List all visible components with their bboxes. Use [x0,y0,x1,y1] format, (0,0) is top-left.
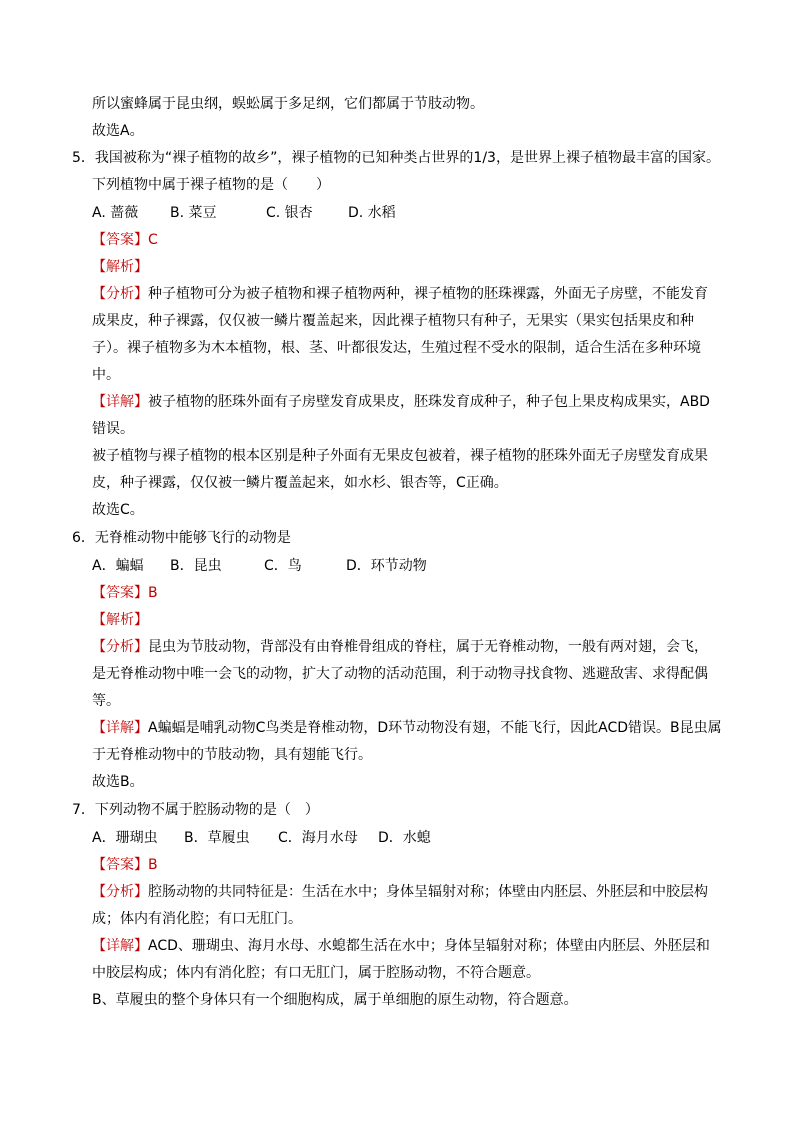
q5-analysis-line3: 子）。裸子植物多为木本植物，根、茎、叶都很发达，生殖过程不受水的限制，适合生活在多种环境 [92,340,701,356]
q5-detail-text: 被子植物的胚珠外面有子房壁发育成果皮，胚珠发育成种子，种子包上果皮构成果实，ABD [148,394,710,410]
q7-detail-line1 [92,936,710,956]
q5-analysis-text: 种子植物可分为被子植物和裸子植物两种，裸子植物的胚珠裸露，外面无子房壁，不能发育 [148,286,708,302]
q6-analysis-line2: 是无脊椎动物中唯一会飞的动物，扩大了动物的活动范围，利于动物寻找食物、逃避敌害、求得配偶 [92,666,708,682]
q6-detail-line2: 于无脊椎动物中的节肢动物，具有翅能飞行。 [92,747,372,763]
q6-detail-tag: 【详解】 [92,720,148,736]
q7-detail-text: ACD、珊瑚虫、海月水母、水螅都生活在水中；身体呈辐射对称；体壁由内胚层、外胚层和 [148,938,710,954]
q5-option-d: D. 水稻 [348,205,396,221]
q6-detail-line1 [92,718,722,738]
q7-answer-tag: 【答案】 [92,857,148,873]
q5-stem-line2: 下列植物中属于裸子植物的是（ ） [92,177,330,193]
q6-option-d: D．环节动物 [346,558,427,574]
q5-option-a: A. 蔷薇 [92,205,139,221]
q5-analysis-line1 [92,284,708,304]
q6-answer-value: B [148,585,158,601]
q5-detail-tag: 【详解】 [92,394,148,410]
q5-analysis-tag: 【分析】 [92,286,148,302]
q7-stem-text: 下列动物不属于腔肠动物的是（ ） [94,802,319,818]
q7-answer [92,855,158,875]
q7-detail-line2: 中胶层构成；体内有消化腔；有口无肛门，属于腔肠动物，不符合题意。 [92,965,540,981]
q7-analysis-line2: 成；体内有消化腔；有口无肛门。 [92,911,302,927]
q5-answer [92,230,158,250]
q5-conclusion: 故选C。 [92,502,144,518]
q7-analysis-tag: 【分析】 [92,884,148,900]
q6-analysis-line3: 等。 [92,693,120,709]
q5-stem-text: 我国被称为“裸子植物的故乡”，裸子植物的已知种类占世界的1/3，是世界上裸子植物最丰富的国家。 [94,150,720,166]
q6-detail-text: A蝙蝠是哺乳动物C鸟类是脊椎动物，D环节动物没有翅，不能飞行，因此ACD错误。B昆虫属 [148,720,722,736]
q5-options [92,203,396,223]
q5-answer-tag: 【答案】 [92,232,148,248]
q5-stem-line1 [72,148,720,168]
q5-answer-value: C [148,232,158,248]
intro-line: 所以蜜蜂属于昆虫纲，蜈蚣属于多足纲，它们都属于节肢动物。 [92,96,484,112]
q7-answer-value: B [148,857,158,873]
q5-option-c: C. 银杏 [266,205,313,221]
q6-analysis-line1 [92,637,708,657]
q5-detail-line1 [92,392,710,412]
q7-option-b: B．草履虫 [184,830,250,846]
q7-option-d: D．水螅 [378,830,431,846]
q7-option-a: A．珊瑚虫 [92,830,158,846]
q6-number: 6． [72,530,95,546]
q7-analysis-text: 腔肠动物的共同特征是：生活在水中；身体呈辐射对称；体壁由内胚层、外胚层和中胶层构 [148,884,708,900]
q5-detail-line2: 错误。 [92,421,134,437]
q5-detail-line4: 皮，种子裸露，仅仅被一鳞片覆盖起来，如水杉、银杏等，C正确。 [92,475,508,491]
q7-analysis-line1 [92,882,708,902]
q6-stem-text: 无脊椎动物中能够飞行的动物是 [94,530,291,546]
q6-option-c: C．鸟 [264,558,302,574]
q5-number: 5． [72,150,95,166]
q5-analysis-line4: 中。 [92,367,120,383]
q6-options [92,556,427,576]
q6-analysis-tag: 【分析】 [92,639,148,655]
q6-option-b: B．昆虫 [170,558,222,574]
q5-explain-tag: 【解析】 [92,259,148,275]
q7-number: 7． [72,802,95,818]
q6-answer [92,583,158,603]
q6-answer-tag: 【答案】 [92,585,148,601]
q6-stem [72,528,291,548]
q7-option-c: C．海月水母 [278,830,358,846]
q7-options [92,828,431,848]
intro-conclusion: 故选A。 [92,123,144,139]
q7-detail-tag: 【详解】 [92,938,148,954]
q5-analysis-line2: 成果皮，种子裸露，仅仅被一鳞片覆盖起来，因此裸子植物只有种子，无果实（果实包括果皮和种 [92,313,694,329]
q6-option-a: A．蝙蝠 [92,558,144,574]
q5-option-b: B. 菜豆 [170,205,217,221]
q5-detail-line3: 被子植物与裸子植物的根本区别是种子外面有无果皮包被着，裸子植物的胚珠外面无子房壁发育成果 [92,448,708,464]
q6-explain-tag: 【解析】 [92,612,148,628]
q7-stem [72,800,319,820]
q7-detail-line3: B、草履虫的整个身体只有一个细胞构成，属于单细胞的原生动物，符合题意。 [92,992,578,1008]
q6-conclusion: 故选B。 [92,774,144,790]
q6-analysis-text: 昆虫为节肢动物，背部没有由脊椎骨组成的脊柱，属于无脊椎动物，一般有两对翅，会飞， [148,639,708,655]
